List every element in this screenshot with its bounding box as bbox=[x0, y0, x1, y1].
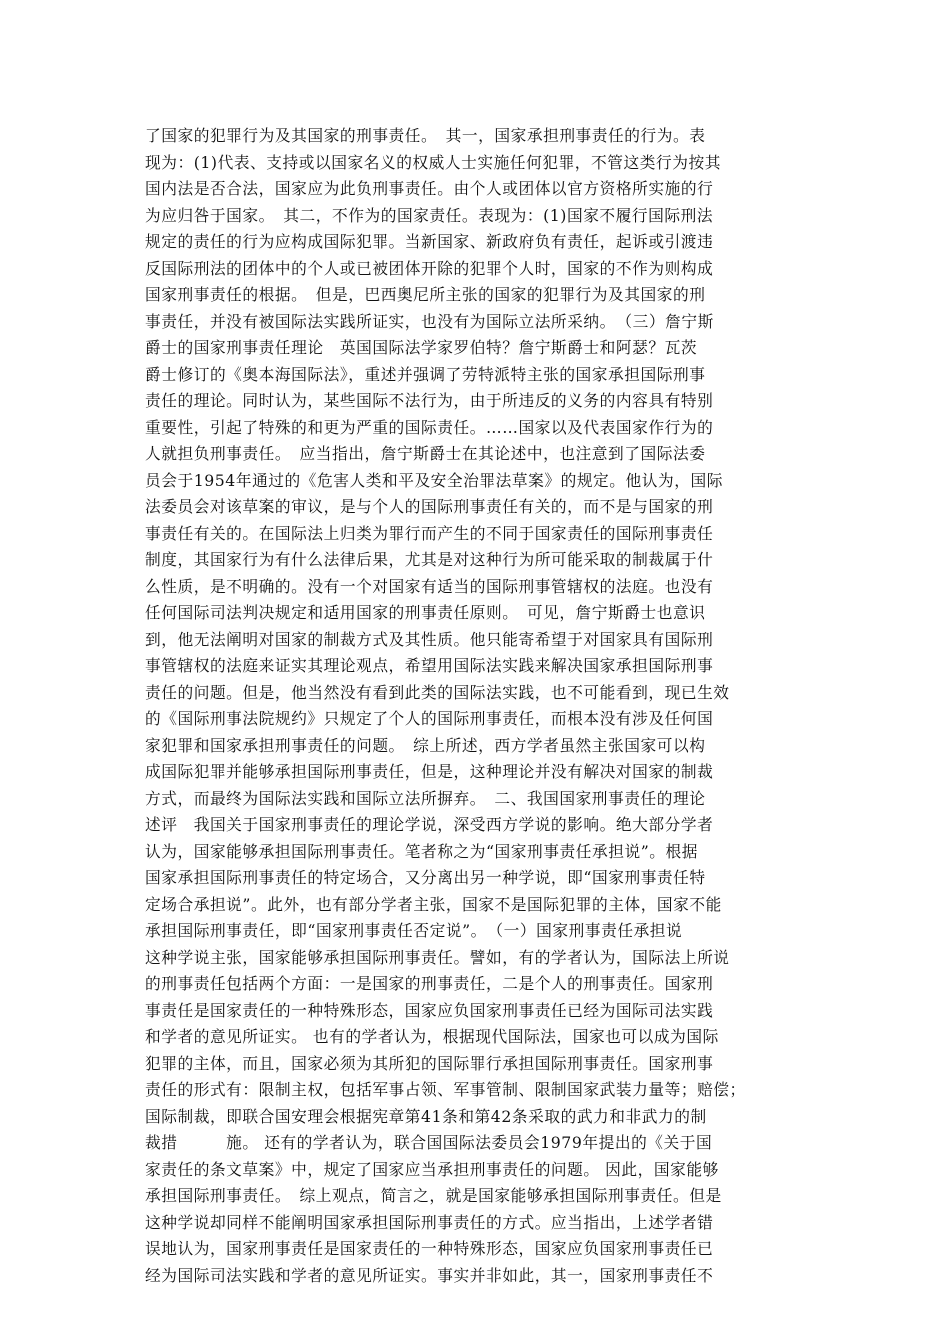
text-line: 认为，国家能够承担国际刑事责任。笔者称之为“国家刑事责任承担说”。根据 bbox=[145, 841, 698, 861]
text-line: 法委员会对该草案的审议，是与个人的国际刑事责任有关的，而不是与国家的刑 bbox=[145, 497, 714, 516]
text-line: 员会于1954年通过的《危害人类和平及安全治罪法草案》的规定。他认为，国际 bbox=[145, 470, 723, 490]
text-line: 经为国际司法实践和学者的意见所证实。事实并非如此，其一，国家刑事责任不 bbox=[145, 1265, 714, 1285]
text-line: 定场合承担说”。此外，也有部分学者主张，国家不是国际犯罪的主体，国家不能 bbox=[145, 894, 722, 914]
text-line: 责任的理论。同时认为，某些国际不法行为，由于所违反的义务的内容具有特别 bbox=[145, 391, 714, 410]
text-line: 述评 我国关于国家刑事责任的理论学说，深受西方学说的影响。绝大部分学者 bbox=[145, 815, 714, 834]
text-line: 了国家的犯罪行为及其国家的刑事责任。 其一，国家承担刑事责任的行为。表 bbox=[145, 126, 706, 145]
text-line: 误地认为，国家刑事责任是国家责任的一种特殊形态，国家应负国家刑事责任已 bbox=[145, 1239, 714, 1258]
text-line: 国际制裁，即联合国安理会根据宪章第41条和第42条采取的武力和非武力的制 bbox=[145, 1106, 707, 1126]
text-line: 人就担负刑事责任。 应当指出，詹宁斯爵士在其论述中，也注意到了国际法委 bbox=[145, 444, 706, 463]
text-line: 爵士修订的《奥本海国际法》，重述并强调了劳特派特主张的国家承担国际刑事 bbox=[145, 364, 706, 384]
text-line: 事责任是国家责任的一种特殊形态，国家应负国家刑事责任已经为国际司法实践 bbox=[145, 1000, 714, 1020]
text-line: 责任的问题。但是，他当然没有看到此类的国际法实践，也不可能看到，现已生效 bbox=[145, 682, 730, 702]
text-line: 国家承担国际刑事责任的特定场合，又分离出另一种学说，即“国家刑事责任特 bbox=[145, 868, 706, 887]
text-line: 的《国际刑事法院规约》只规定了个人的国际刑事责任，而根本没有涉及任何国 bbox=[145, 709, 714, 728]
text-line: 爵士的国家刑事责任理论 英国国际法学家罗伯特？詹宁斯爵士和阿瑟？瓦茨 bbox=[145, 338, 698, 357]
text-line: 任何国际司法判决规定和适用国家的刑事责任原则。 可见，詹宁斯爵士也意识 bbox=[145, 603, 706, 622]
text-line: 反国际刑法的团体中的个人或已被团体开除的犯罪个人时，国家的不作为则构成 bbox=[145, 258, 714, 278]
text-line: 到，他无法阐明对国家的制裁方式及其性质。他只能寄希望于对国家具有国际刑 bbox=[145, 629, 714, 649]
text-line: 事责任，并没有被国际法实践所证实，也没有为国际立法所采纳。 （三）詹宁斯 bbox=[145, 311, 714, 331]
text-line: 现为：(1)代表、支持或以国家名义的权威人士实施任何犯罪，不管这类行为按其 bbox=[145, 152, 721, 172]
text-line: 事管辖权的法庭来证实其理论观点，希望用国际法实践来解决国家承担国际刑事 bbox=[145, 656, 714, 675]
text-line: 这种学说却同样不能阐明国家承担国际刑事责任的方式。应当指出，上述学者错 bbox=[145, 1212, 714, 1232]
text-line: 为应归咎于国家。 其二，不作为的国家责任。表现为：(1)国家不履行国际刑法 bbox=[145, 205, 714, 225]
text-line: 国家刑事责任的根据。 但是，巴西奥尼所主张的国家的犯罪行为及其国家的刑 bbox=[145, 285, 706, 304]
text-line: 规定的责任的行为应构成国际犯罪。当新国家、新政府负有责任，起诉或引渡违 bbox=[145, 232, 714, 251]
text-line: 家犯罪和国家承担刑事责任的问题。 综上所述，西方学者虽然主张国家可以构 bbox=[145, 735, 706, 755]
document-body bbox=[145, 123, 807, 1289]
text-line: 事责任有关的。在国际法上归类为罪行而产生的不同于国家责任的国际刑事责任 bbox=[145, 523, 714, 543]
text-line: 的刑事责任包括两个方面：一是国家的刑事责任，二是个人的刑事责任。国家刑 bbox=[145, 974, 714, 993]
text-line: 责任的形式有：限制主权，包括军事占领、军事管制、限制国家武装力量等；赔偿； bbox=[145, 1080, 746, 1099]
text-line: 承担国际刑事责任。 综上观点，简言之，就是国家能够承担国际刑事责任。但是 bbox=[145, 1186, 722, 1205]
text-line: 么性质，是不明确的。没有一个对国家有适当的国际刑事管辖权的法庭。也没有 bbox=[145, 576, 714, 596]
text-line: 制度，其国家行为有什么法律后果，尤其是对这种行为所可能采取的制裁属于什 bbox=[145, 550, 714, 569]
text-line: 承担国际刑事责任，即“国家刑事责任否定说”。 （一）国家刑事责任承担说 bbox=[145, 921, 683, 940]
text-line: 国内法是否合法，国家应为此负刑事责任。由个人或团体以官方资格所实施的行 bbox=[145, 179, 714, 198]
text-line: 家责任的条文草案》中，规定了国家应当承担刑事责任的问题。 因此，国家能够 bbox=[145, 1159, 719, 1179]
text-line: 重要性，引起了特殊的和更为严重的国际责任。……国家以及代表国家作行为的 bbox=[145, 417, 714, 437]
text-line: 和学者的意见所证实。 也有的学者认为，根据现代国际法，国家也可以成为国际 bbox=[145, 1027, 719, 1046]
text-line: 方式，而最终为国际法实践和国际立法所摒弃。 二、我国国家刑事责任的理论 bbox=[145, 788, 706, 808]
text-line: 裁措 施。 还有的学者认为，联合国国际法委员会1979年提出的《关于国 bbox=[145, 1133, 713, 1152]
text-line: 犯罪的主体，而且，国家必须为其所犯的国际罪行承担国际刑事责任。国家刑事 bbox=[145, 1053, 714, 1073]
text-line: 这种学说主张，国家能够承担国际刑事责任。譬如，有的学者认为，国际法上所说 bbox=[145, 947, 730, 967]
text-line: 成国际犯罪并能够承担国际刑事责任，但是，这种理论并没有解决对国家的制裁 bbox=[145, 762, 714, 781]
